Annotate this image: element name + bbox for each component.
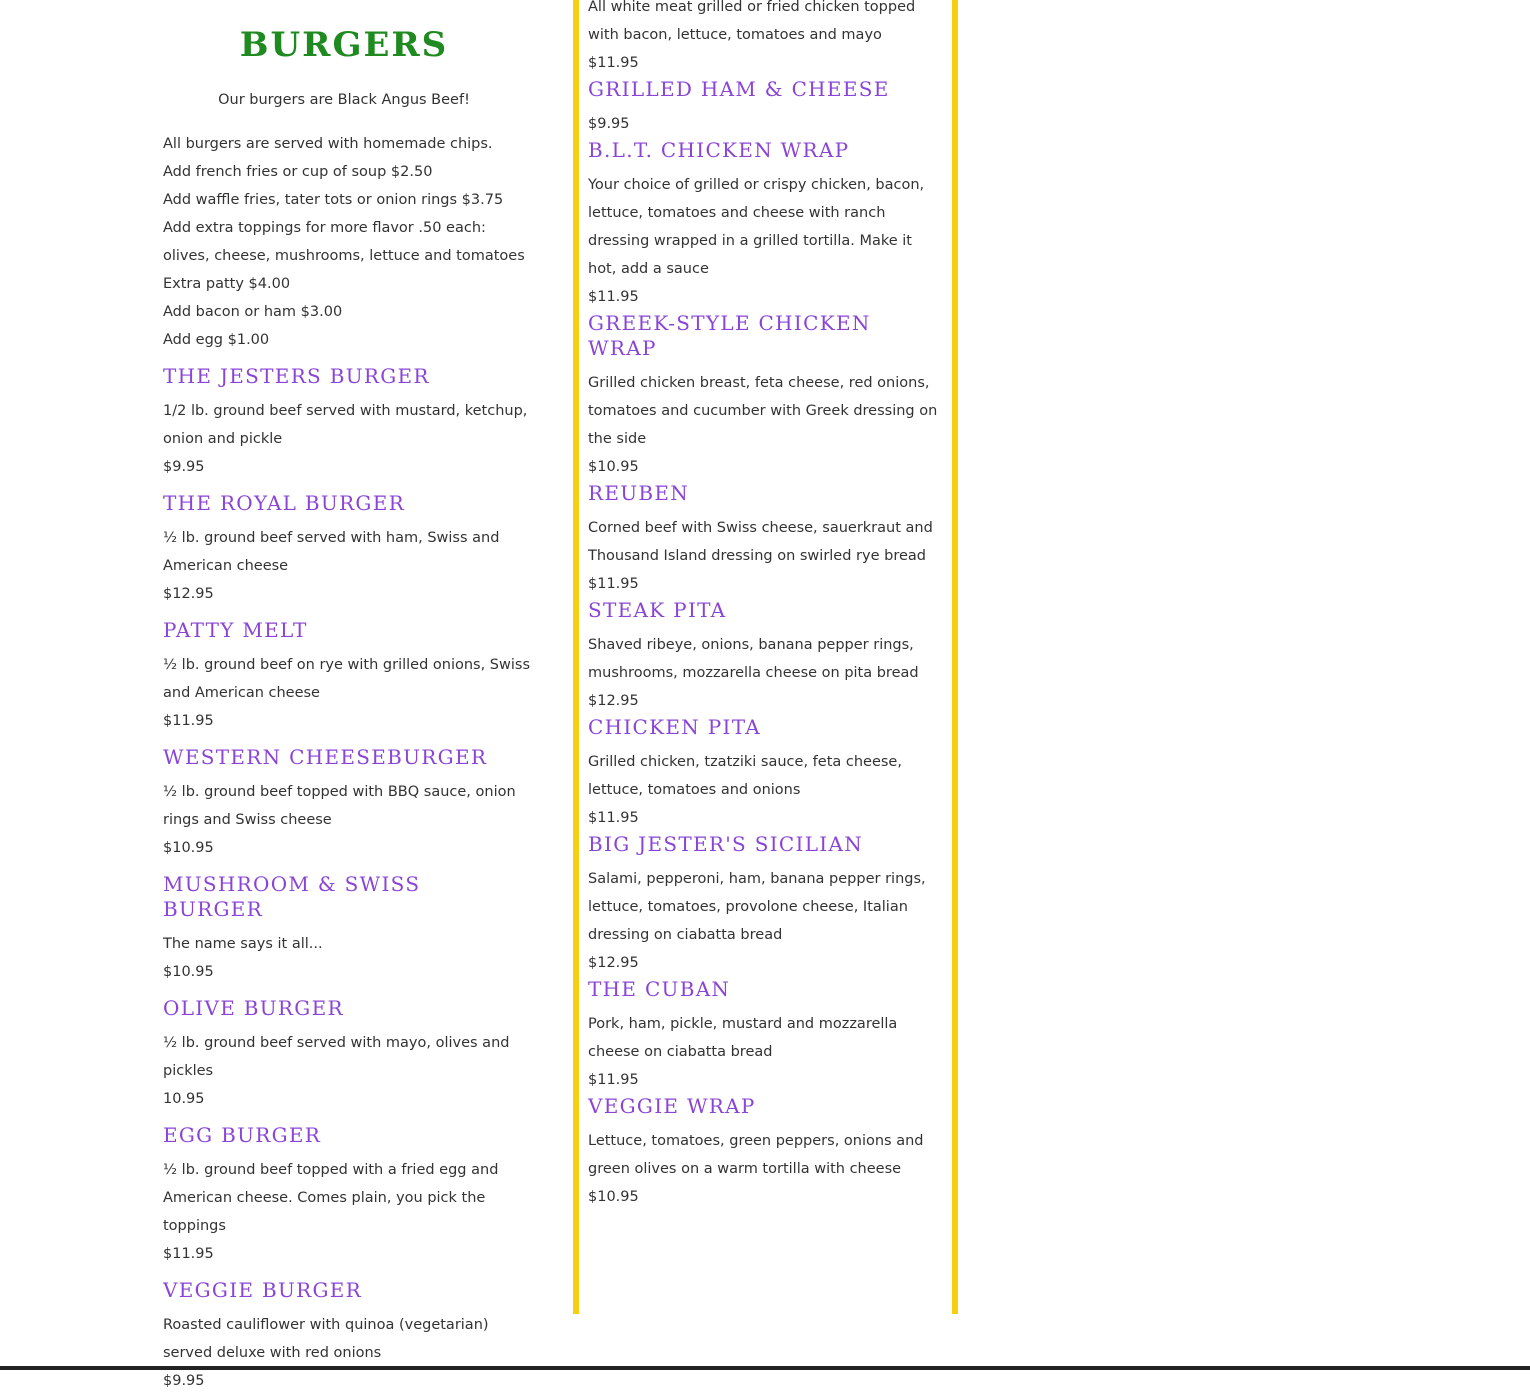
menu-item-description: Salami, pepperoni, ham, banana pepper rings, lettuce, tomatoes, provolone cheese, Italian dressing on ciabatta bread bbox=[588, 871, 926, 943]
menu-item-name: THE CUBAN bbox=[588, 977, 731, 1001]
menu-item-olive-burger bbox=[163, 996, 533, 1113]
menu-item-western-cheeseburger bbox=[163, 745, 533, 862]
menu-item-big-jesters-sicilian bbox=[588, 832, 943, 977]
menu-item-egg-burger bbox=[163, 1123, 533, 1268]
menu-item-description: All white meat grilled or fried chicken topped with bacon, lettuce, tomatoes and mayo bbox=[588, 0, 916, 43]
note-line: Add bacon or ham $3.00 bbox=[163, 304, 343, 320]
menu-item-description: Your choice of grilled or crispy chicken, bacon, lettuce, tomatoes and cheese with ranch dressing wrapped in a grilled tortilla. Make it hot, add a sauce bbox=[588, 177, 925, 277]
menu-item-description: 1/2 lb. ground beef served with mustard, ketchup, onion and pickle bbox=[163, 403, 528, 447]
menu-item-price: $12.95 bbox=[588, 693, 639, 709]
page-bottom-border bbox=[0, 1366, 1530, 1370]
menu-item-price: $11.95 bbox=[163, 713, 214, 729]
menu-item-name: EGG BURGER bbox=[163, 1123, 322, 1147]
menu-item-price: $12.95 bbox=[163, 586, 214, 602]
menu-item-description: ½ lb. ground beef served with ham, Swiss and American cheese bbox=[163, 530, 500, 574]
menu-item-description: ½ lb. ground beef on rye with grilled onions, Swiss and American cheese bbox=[163, 657, 531, 701]
burgers-notes bbox=[163, 130, 533, 354]
note-line: Add french fries or cup of soup $2.50 bbox=[163, 164, 433, 180]
menu-item-name: THE ROYAL BURGER bbox=[163, 491, 405, 515]
menu-item-blt-chicken-wrap bbox=[588, 138, 943, 311]
menu-item-price: $9.95 bbox=[588, 116, 630, 132]
menu-item-name: THE JESTERS BURGER bbox=[163, 364, 430, 388]
menu-item-price: $11.95 bbox=[588, 1072, 639, 1088]
menu-item-price: $11.95 bbox=[163, 1246, 214, 1262]
menu-item-price: $11.95 bbox=[588, 810, 639, 826]
menu-item-veggie-wrap bbox=[588, 1094, 943, 1211]
menu-item-price: $11.95 bbox=[588, 576, 639, 592]
menu-item-name: OLIVE BURGER bbox=[163, 996, 344, 1020]
menu-item-price: $10.95 bbox=[163, 840, 214, 856]
menu-item-description: Corned beef with Swiss cheese, sauerkraut and Thousand Island dressing on swirled rye bread bbox=[588, 520, 933, 564]
menu-item-price: $9.95 bbox=[163, 1373, 205, 1389]
menu-item-name: VEGGIE WRAP bbox=[588, 1094, 756, 1118]
menu-item-price: $10.95 bbox=[588, 459, 639, 475]
menu-item-description: Lettuce, tomatoes, green peppers, onions and green olives on a warm tortilla with cheese bbox=[588, 1133, 924, 1177]
menu-item-name: WESTERN CHEESEBURGER bbox=[163, 745, 488, 769]
menu-item-name: BIG JESTER'S SICILIAN bbox=[588, 832, 864, 856]
menu-item-description: Grilled chicken, tzatziki sauce, feta cheese, lettuce, tomatoes and onions bbox=[588, 754, 902, 798]
menu-item-description: Grilled chicken breast, feta cheese, red onions, tomatoes and cucumber with Greek dressing on the side bbox=[588, 375, 938, 447]
sandwiches-panel bbox=[573, 0, 958, 1314]
menu-item-name: GREEK-STYLE CHICKEN WRAP bbox=[588, 311, 871, 360]
menu-item-chicken-pita bbox=[588, 715, 943, 832]
note-line: Add egg $1.00 bbox=[163, 332, 270, 348]
sandwiches-column bbox=[588, 0, 943, 1211]
menu-item-mushroom-swiss-burger bbox=[163, 872, 533, 986]
note-line: olives, cheese, mushrooms, lettuce and tomatoes bbox=[163, 248, 525, 264]
menu-item-continued bbox=[588, 0, 943, 77]
note-line: Add extra toppings for more flavor .50 each: bbox=[163, 220, 486, 236]
menu-item-name: PATTY MELT bbox=[163, 618, 308, 642]
burgers-column bbox=[163, 0, 533, 1395]
menu-item-steak-pita bbox=[588, 598, 943, 715]
menu-item-description: Pork, ham, pickle, mustard and mozzarella cheese on ciabatta bread bbox=[588, 1016, 898, 1060]
burgers-subtitle: Our burgers are Black Angus Beef! bbox=[218, 92, 470, 108]
menu-item-price: $9.95 bbox=[163, 459, 205, 475]
menu-item-price: $10.95 bbox=[163, 964, 214, 980]
menu-item-name: MUSHROOM & SWISS BURGER bbox=[163, 872, 421, 921]
menu-item-price: $12.95 bbox=[588, 955, 639, 971]
menu-item-description: ½ lb. ground beef topped with a fried egg and American cheese. Comes plain, you pick the toppings bbox=[163, 1162, 499, 1234]
menu-item-the-cuban bbox=[588, 977, 943, 1094]
menu-item-price: 10.95 bbox=[163, 1091, 205, 1107]
section-title-burgers: BURGERS bbox=[239, 25, 449, 65]
menu-item-name: GRILLED HAM & CHEESE bbox=[588, 77, 890, 101]
menu-item-veggie-burger bbox=[163, 1278, 533, 1395]
menu-item-reuben bbox=[588, 481, 943, 598]
menu-item-name: CHICKEN PITA bbox=[588, 715, 761, 739]
menu-item-price: $10.95 bbox=[588, 1189, 639, 1205]
menu-item-grilled-ham-cheese bbox=[588, 77, 943, 138]
note-line: Add waffle fries, tater tots or onion rings $3.75 bbox=[163, 192, 504, 208]
menu-item-name: B.L.T. CHICKEN WRAP bbox=[588, 138, 850, 162]
menu-item-description: The name says it all... bbox=[163, 936, 323, 952]
menu-item-description: Shaved ribeye, onions, banana pepper rings, mushrooms, mozzarella cheese on pita bread bbox=[588, 637, 919, 681]
menu-item-jesters-burger bbox=[163, 364, 533, 481]
menu-item-name: VEGGIE BURGER bbox=[163, 1278, 362, 1302]
menu-item-name: REUBEN bbox=[588, 481, 690, 505]
menu-item-greek-chicken-wrap bbox=[588, 311, 943, 481]
menu-item-price: $11.95 bbox=[588, 55, 639, 71]
note-line: All burgers are served with homemade chips. bbox=[163, 136, 493, 152]
note-line: Extra patty $4.00 bbox=[163, 276, 291, 292]
menu-item-royal-burger bbox=[163, 491, 533, 608]
menu-item-name: STEAK PITA bbox=[588, 598, 727, 622]
menu-item-description: ½ lb. ground beef topped with BBQ sauce, onion rings and Swiss cheese bbox=[163, 784, 516, 828]
menu-item-price: $11.95 bbox=[588, 289, 639, 305]
menu-item-description: ½ lb. ground beef served with mayo, olives and pickles bbox=[163, 1035, 510, 1079]
menu-item-description: Roasted cauliflower with quinoa (vegetarian) served deluxe with red onions bbox=[163, 1317, 489, 1361]
menu-item-patty-melt bbox=[163, 618, 533, 735]
